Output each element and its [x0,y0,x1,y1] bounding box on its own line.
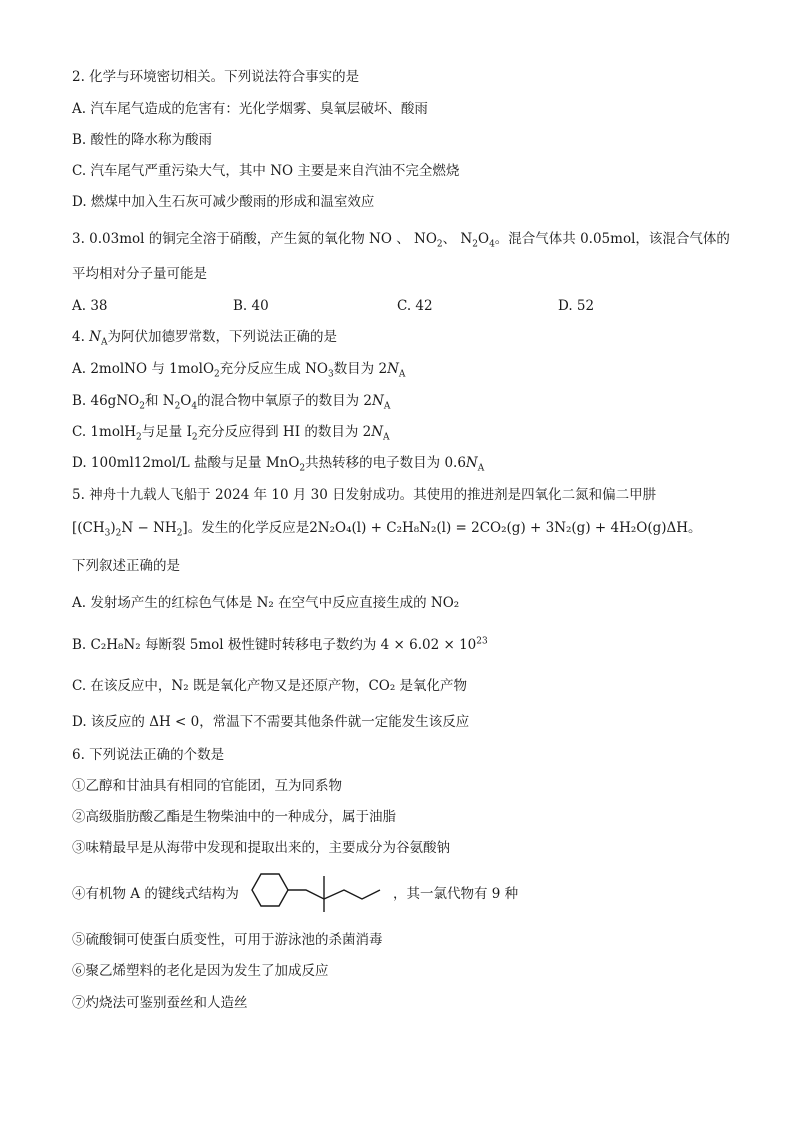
q5-formula-line [72,519,702,537]
q5-stem: 5. 神舟十九载人飞船于 2024 年 10 月 30 日发射成功。其使用的推进剂是四氧化二氮和偏二甲肼 [72,487,657,503]
sub-2: 2 [214,369,220,380]
q5-hydrazine-formula-left: [(CH [72,520,105,536]
q6-statement-6: ⑥聚乙烯塑料的老化是因为发生了加成反应 [72,963,329,979]
q5-option-c: C. 在该反应中，N₂ 既是氧化产物又是还原产物，CO₂ 是氧化产物 [72,678,468,694]
sub-4: 4 [191,401,198,412]
na-sub: A [383,432,390,443]
sub-3: 3 [104,528,111,539]
q3-stem-post: 。混合气体共 0.05mol，该混合气体的 [494,231,730,247]
q4-c-part1: C. 1molH [72,424,137,440]
q4-b-part3: 的混合物中氧原子的数目为 2 [197,393,372,409]
q4-a-part3: 数目为 2 [333,361,388,377]
close-bracket: ] [182,520,188,536]
q4-d-part1: D. 100ml12mol/L 盐酸与足量 MnO [72,455,300,471]
sub-2: 2 [472,239,478,250]
sub-2: 2 [176,528,183,539]
sub-2: 2 [191,432,198,443]
na-symbol: N [372,393,384,409]
q2-option-d: D. 燃煤中加入生石灰可减少酸雨的形成和温室效应 [72,194,375,210]
q3-option-d: D. 52 [558,298,595,314]
q5-reaction-equation: 2N₂O₄(l) + C₂H₈N₂(l) = 2CO₂(g) + 3N₂(g) + 4H₂O(g)ΔH [309,520,689,536]
sub-2: 2 [139,401,145,412]
na-symbol: N [465,455,478,471]
q6-statement-1: ①乙醇和甘油具有相同的官能团，互为同系物 [72,778,342,794]
sub-2: 2 [115,528,122,539]
q4-option-d [72,454,484,472]
q4-a-part1: A. 2molNO 与 1molO [72,361,215,377]
q6-statement-2: ②高级脂肪酸乙酯是生物柴油中的一种成分，属于油脂 [72,809,396,825]
q4-c-part2: 与足量 I [141,424,192,440]
o-letter: O [477,231,490,247]
q2-stem: 2. 化学与环境密切相关。下列说法符合事实的是 [72,69,360,85]
q4-option-c [72,423,390,441]
q4-stem [72,328,337,346]
q6-statement-4-post: ，其一氯代物有 9 种 [393,886,519,902]
carbon-chain [288,890,380,899]
q6-statement-5: ⑤硫酸铜可使蛋白质变性，可用于游泳池的杀菌消毒 [72,932,383,948]
sub-3: 3 [327,369,334,380]
q4-number: 4. [72,329,90,345]
q4-option-b [72,392,390,410]
q3-stem [72,230,730,248]
na-sub: A [383,401,391,412]
sub-4: 4 [489,239,495,250]
q5-option-a: A. 发射场产生的红棕色气体是 N₂ 在空气中反应直接生成的 NO₂ [72,595,460,611]
q4-a-part2: 充分反应生成 NO [219,361,328,377]
q4-b-part2: 和 N [144,393,175,409]
q3-stem-mid: 、 N [442,231,473,247]
q4-option-a [72,360,405,378]
na-symbol: N [387,361,399,377]
na-sub: A [100,337,108,348]
q4-d-part2: 共热转移的电子数目为 0.6 [305,455,466,471]
sub-2: 2 [136,432,142,443]
na-sub: A [477,463,485,474]
cyclohexane-ring [252,874,288,906]
q2-option-c: C. 汽车尾气严重污染大气，其中 NO 主要是来自汽油不完全燃烧 [72,163,460,179]
na-symbol: N [371,424,384,440]
q5-hydrazine-formula-right: N − NH [121,520,177,536]
q5-reaction-end: 。 [688,520,702,536]
q3-option-a: A. 38 [72,298,108,314]
q5-stem-line3: 下列叙述正确的是 [72,558,180,574]
q3-stem-pre: 3. 0.03mol 的铜完全溶于硝酸，产生氮的氧化物 NO 、 NO [72,231,437,247]
q5-b-exponent: 23 [476,636,488,647]
q2-option-b: B. 酸性的降水称为酸雨 [72,132,213,148]
q4-c-part3: 充分反应得到 HI 的数目为 2 [197,424,372,440]
q3-stem-line2: 平均相对分子量可能是 [72,266,207,282]
q5-reaction-intro: 。发生的化学反应是 [187,520,310,536]
na-symbol: N [89,329,101,345]
close-paren: ) [110,520,116,536]
sub-2: 2 [436,239,443,250]
o-letter: O [180,393,192,409]
q6-stem: 6. 下列说法正确的个数是 [72,747,225,763]
q5-b-text: B. C₂H₈N₂ 每断裂 5mol 极性键时转移电子数约为 4 × 6.02 × 10 [72,637,477,653]
q5-option-b [72,636,488,654]
q6-statement-3: ③味精最早是从海带中发现和提取出来的，主要成分为谷氨酸钠 [72,840,450,856]
sub-2: 2 [299,463,306,474]
q4-b-part1: B. 46gNO [72,393,140,409]
q6-statement-7: ⑦灼烧法可鉴别蚕丝和人造丝 [72,995,248,1011]
sub-2: 2 [174,401,181,412]
q3-option-b: B. 40 [233,298,269,314]
q3-option-c: C. 42 [397,298,433,314]
q4-stem-text: 为阿伏加德罗常数，下列说法正确的是 [107,329,337,345]
q5-option-d: D. 该反应的 ΔH < 0，常温下不需要其他条件就一定能发生该反应 [72,714,470,730]
q6-statement-4-pre: ④有机物 A 的键线式结构为 [72,886,239,902]
q2-option-a: A. 汽车尾气造成的危害有：光化学烟雾、臭氧层破坏、酸雨 [72,101,428,117]
skeletal-structure-diagram [242,868,384,916]
na-sub: A [398,369,406,380]
